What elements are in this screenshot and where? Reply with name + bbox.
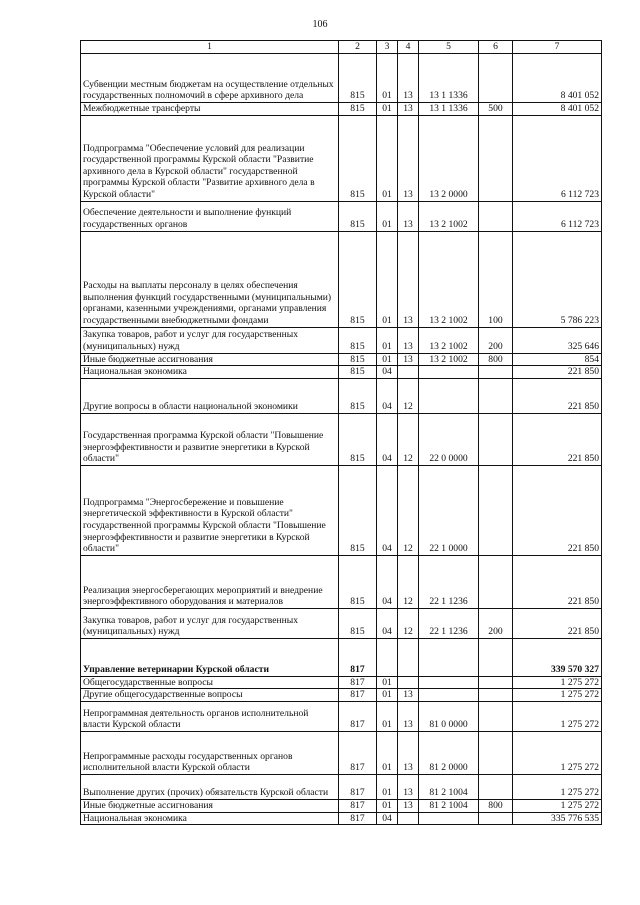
table-row xyxy=(81,465,602,555)
row-target-code: 13 1 1336 xyxy=(419,54,479,103)
row-target-code: 13 2 1002 xyxy=(419,231,479,327)
row-amount: 221 850 xyxy=(513,555,602,608)
row-section-code: 01 xyxy=(377,701,398,731)
row-name: Межбюджетные трансферты xyxy=(81,103,339,116)
row-section-code: 01 xyxy=(377,353,398,366)
row-target-code: 81 0 0000 xyxy=(419,701,479,731)
row-ministry-code: 817 xyxy=(339,638,377,676)
row-amount: 221 850 xyxy=(513,413,602,465)
row-name: Непрограммная деятельность органов исполнительной власти Курской области xyxy=(81,701,339,731)
table-row xyxy=(81,201,602,231)
row-subsection-code: 13 xyxy=(398,774,419,799)
row-expense-type xyxy=(479,115,513,201)
row-target-code xyxy=(419,812,479,825)
row-expense-type: 100 xyxy=(479,231,513,327)
header-cell-3: 3 xyxy=(377,41,398,54)
row-subsection-code xyxy=(398,676,419,689)
row-amount: 5 786 223 xyxy=(513,231,602,327)
row-amount: 221 850 xyxy=(513,608,602,638)
page-number: 106 xyxy=(312,19,328,30)
row-amount: 8 401 052 xyxy=(513,103,602,116)
row-target-code xyxy=(419,378,479,413)
row-subsection-code: 13 xyxy=(398,353,419,366)
row-section-code: 04 xyxy=(377,608,398,638)
row-name: Подпрограмма "Обеспечение условий для реализации государственной программы Курской области "Развитие архивного дела в Курской области" государственной программы Курской области "Развитие архивного дела в Курской области" xyxy=(81,115,339,201)
table-row xyxy=(81,774,602,799)
row-name: Обеспечение деятельности и выполнение функций государственных органов xyxy=(81,201,339,231)
row-section-code: 01 xyxy=(377,54,398,103)
row-name: Расходы на выплаты персоналу в целях обеспечения выполнения функций государственными (муниципальными) органами, казенными учреждениями, органами управления государственными внебюджетными фондами xyxy=(81,231,339,327)
row-section-code: 04 xyxy=(377,812,398,825)
row-section-code: 04 xyxy=(377,465,398,555)
row-target-code xyxy=(419,676,479,689)
row-ministry-code: 815 xyxy=(339,366,377,379)
header-cell-2: 2 xyxy=(339,41,377,54)
row-expense-type xyxy=(479,413,513,465)
row-subsection-code xyxy=(398,366,419,379)
row-expense-type xyxy=(479,366,513,379)
table-row xyxy=(81,608,602,638)
row-amount: 854 xyxy=(513,353,602,366)
row-section-code: 04 xyxy=(377,555,398,608)
row-subsection-code: 13 xyxy=(398,54,419,103)
row-ministry-code: 815 xyxy=(339,231,377,327)
table-row xyxy=(81,676,602,689)
header-cell-7: 7 xyxy=(513,41,602,54)
header-cell-4: 4 xyxy=(398,41,419,54)
row-subsection-code xyxy=(398,812,419,825)
row-subsection-code: 13 xyxy=(398,103,419,116)
row-ministry-code: 815 xyxy=(339,327,377,353)
row-expense-type xyxy=(479,689,513,702)
row-name: Непрограммные расходы государственных органов исполнительной власти Курской области xyxy=(81,731,339,774)
row-section-code: 04 xyxy=(377,366,398,379)
row-subsection-code: 13 xyxy=(398,731,419,774)
row-name: Национальная экономика xyxy=(81,812,339,825)
row-section-code: 01 xyxy=(377,689,398,702)
row-section-code: 01 xyxy=(377,115,398,201)
row-target-code: 22 1 1236 xyxy=(419,608,479,638)
table-row xyxy=(81,366,602,379)
row-expense-type: 500 xyxy=(479,103,513,116)
table-row xyxy=(81,812,602,825)
header-cell-6: 6 xyxy=(479,41,513,54)
table-row xyxy=(81,353,602,366)
row-expense-type: 200 xyxy=(479,327,513,353)
row-subsection-code: 12 xyxy=(398,413,419,465)
row-expense-type xyxy=(479,701,513,731)
row-target-code: 81 2 1004 xyxy=(419,774,479,799)
row-expense-type xyxy=(479,731,513,774)
row-target-code: 22 1 0000 xyxy=(419,465,479,555)
table-row xyxy=(81,638,602,676)
row-section-code: 01 xyxy=(377,327,398,353)
row-section-code: 01 xyxy=(377,231,398,327)
row-amount: 1 275 272 xyxy=(513,731,602,774)
row-name: Закупка товаров, работ и услуг для государственных (муниципальных) нужд xyxy=(81,327,339,353)
row-ministry-code: 815 xyxy=(339,378,377,413)
row-target-code: 13 2 1002 xyxy=(419,353,479,366)
table-row xyxy=(81,103,602,116)
row-section-code: 01 xyxy=(377,201,398,231)
row-target-code: 81 2 1004 xyxy=(419,799,479,812)
row-expense-type xyxy=(479,638,513,676)
row-ministry-code: 817 xyxy=(339,676,377,689)
row-target-code: 13 2 1002 xyxy=(419,201,479,231)
header-cell-1: 1 xyxy=(81,41,339,54)
row-subsection-code: 12 xyxy=(398,555,419,608)
row-section-code: 04 xyxy=(377,378,398,413)
row-name: Закупка товаров, работ и услуг для государственных (муниципальных) нужд xyxy=(81,608,339,638)
row-subsection-code xyxy=(398,638,419,676)
row-name: Подпрограмма "Энергосбережение и повышение энергетической эффективности в Курской области" государственной программы Курской области "Повышение энергоэффективности и развитие энергетики в Курской области" xyxy=(81,465,339,555)
row-expense-type: 800 xyxy=(479,799,513,812)
table-row xyxy=(81,413,602,465)
row-subsection-code: 13 xyxy=(398,689,419,702)
row-amount: 221 850 xyxy=(513,465,602,555)
row-ministry-code: 815 xyxy=(339,608,377,638)
table-row xyxy=(81,555,602,608)
row-name: Субвенции местным бюджетам на осуществление отдельных государственных полномочий в сфере архивного дела xyxy=(81,54,339,103)
row-amount: 339 570 327 xyxy=(513,638,602,676)
row-expense-type xyxy=(479,54,513,103)
row-target-code: 13 1 1336 xyxy=(419,103,479,116)
row-expense-type xyxy=(479,465,513,555)
row-ministry-code: 815 xyxy=(339,555,377,608)
row-expense-type xyxy=(479,774,513,799)
table-row xyxy=(81,115,602,201)
row-amount: 6 112 723 xyxy=(513,201,602,231)
row-subsection-code: 13 xyxy=(398,327,419,353)
row-expense-type: 800 xyxy=(479,353,513,366)
table-row xyxy=(81,689,602,702)
row-ministry-code: 815 xyxy=(339,353,377,366)
row-section-code: 01 xyxy=(377,103,398,116)
row-amount: 6 112 723 xyxy=(513,115,602,201)
row-name: Иные бюджетные ассигнования xyxy=(81,799,339,812)
row-amount: 1 275 272 xyxy=(513,676,602,689)
row-target-code: 13 2 0000 xyxy=(419,115,479,201)
row-subsection-code: 13 xyxy=(398,799,419,812)
row-expense-type xyxy=(479,555,513,608)
table-row xyxy=(81,731,602,774)
row-amount: 8 401 052 xyxy=(513,54,602,103)
table-row xyxy=(81,378,602,413)
row-section-code: 04 xyxy=(377,413,398,465)
row-name: Другие вопросы в области национальной экономики xyxy=(81,378,339,413)
row-name: Выполнение других (прочих) обязательств Курской области xyxy=(81,774,339,799)
row-subsection-code: 12 xyxy=(398,378,419,413)
header-cell-5: 5 xyxy=(419,41,479,54)
row-ministry-code: 815 xyxy=(339,103,377,116)
row-target-code xyxy=(419,366,479,379)
row-section-code: 01 xyxy=(377,774,398,799)
row-ministry-code: 817 xyxy=(339,799,377,812)
row-ministry-code: 815 xyxy=(339,115,377,201)
row-expense-type: 200 xyxy=(479,608,513,638)
row-expense-type xyxy=(479,812,513,825)
row-subsection-code: 12 xyxy=(398,608,419,638)
row-ministry-code: 815 xyxy=(339,465,377,555)
row-amount: 1 275 272 xyxy=(513,689,602,702)
row-subsection-code: 13 xyxy=(398,115,419,201)
row-target-code xyxy=(419,638,479,676)
row-section-code xyxy=(377,638,398,676)
row-name: Управление ветеринарии Курской области xyxy=(81,638,339,676)
row-ministry-code: 817 xyxy=(339,731,377,774)
row-amount: 335 776 535 xyxy=(513,812,602,825)
row-target-code: 13 2 1002 xyxy=(419,327,479,353)
row-target-code: 22 0 0000 xyxy=(419,413,479,465)
row-name: Реализация энергосберегающих мероприятий и внедрение энергоэффективного оборудования и материалов xyxy=(81,555,339,608)
row-amount: 221 850 xyxy=(513,366,602,379)
budget-table xyxy=(80,40,602,825)
row-amount: 1 275 272 xyxy=(513,799,602,812)
table-body xyxy=(81,54,602,825)
row-name: Другие общегосударственные вопросы xyxy=(81,689,339,702)
row-name: Общегосударственные вопросы xyxy=(81,676,339,689)
row-amount: 1 275 272 xyxy=(513,774,602,799)
row-section-code: 01 xyxy=(377,799,398,812)
row-amount: 221 850 xyxy=(513,378,602,413)
row-subsection-code: 13 xyxy=(398,231,419,327)
row-amount: 325 646 xyxy=(513,327,602,353)
row-ministry-code: 815 xyxy=(339,201,377,231)
table-row xyxy=(81,799,602,812)
table-row xyxy=(81,327,602,353)
table-row xyxy=(81,701,602,731)
row-target-code: 81 2 0000 xyxy=(419,731,479,774)
row-ministry-code: 817 xyxy=(339,689,377,702)
header-row xyxy=(81,41,602,54)
row-ministry-code: 817 xyxy=(339,812,377,825)
row-ministry-code: 815 xyxy=(339,54,377,103)
row-subsection-code: 13 xyxy=(398,201,419,231)
row-amount: 1 275 272 xyxy=(513,701,602,731)
row-subsection-code: 13 xyxy=(398,701,419,731)
row-ministry-code: 815 xyxy=(339,413,377,465)
row-section-code: 01 xyxy=(377,676,398,689)
table-row xyxy=(81,231,602,327)
row-section-code: 01 xyxy=(377,731,398,774)
row-name: Национальная экономика xyxy=(81,366,339,379)
row-target-code xyxy=(419,689,479,702)
row-target-code: 22 1 1236 xyxy=(419,555,479,608)
row-name: Иные бюджетные ассигнования xyxy=(81,353,339,366)
table-row xyxy=(81,54,602,103)
row-expense-type xyxy=(479,676,513,689)
row-expense-type xyxy=(479,201,513,231)
row-name: Государственная программа Курской области "Повышение энергоэффективности и развитие энергетики в Курской области" xyxy=(81,413,339,465)
row-subsection-code: 12 xyxy=(398,465,419,555)
row-ministry-code: 817 xyxy=(339,774,377,799)
row-ministry-code: 817 xyxy=(339,701,377,731)
row-expense-type xyxy=(479,378,513,413)
